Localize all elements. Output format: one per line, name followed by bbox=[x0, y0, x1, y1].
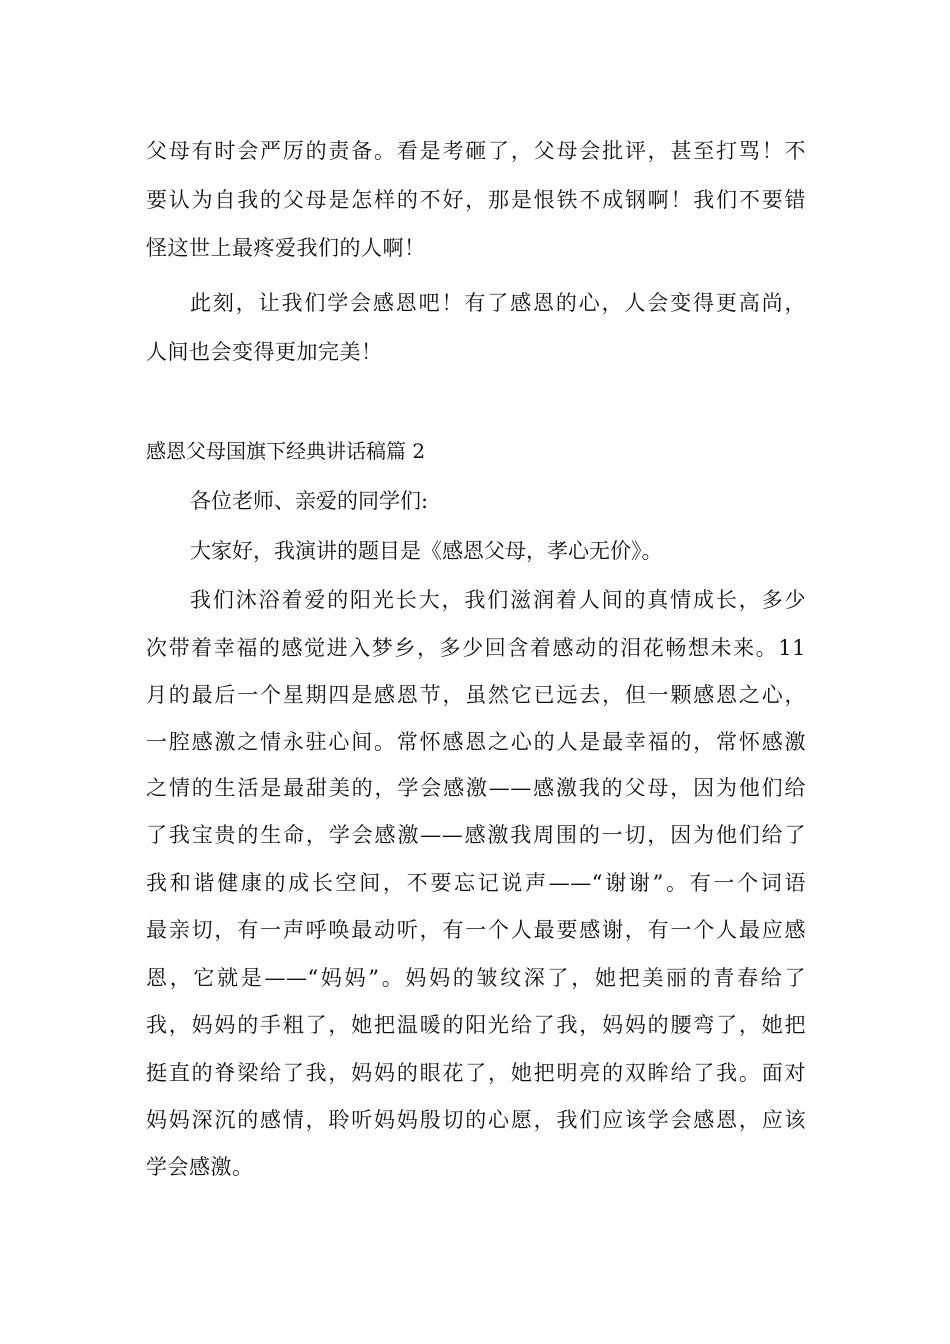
paragraph-3-line-13: 学会感激。 bbox=[146, 1155, 254, 1179]
paragraph-1-line-2: 要认为自我的父母是怎样的不好，那是恨铁不成钢啊！我们不要错 bbox=[146, 188, 806, 212]
paragraph-1-line-3: 怪这世上最疼爱我们的人啊！ bbox=[146, 236, 426, 260]
paragraph-2-line-1: 此刻，让我们学会感恩吧！有了感恩的心，人会变得更高尚， bbox=[190, 291, 806, 315]
paragraph-3-line-9: 恩，它就是——“妈妈”。妈妈的皱纹深了，她把美丽的青春给了 bbox=[146, 966, 806, 990]
section-title: 感恩父母国旗下经典讲话稿篇 2 bbox=[146, 439, 426, 463]
paragraph-3-line-3: 月的最后一个星期四是感恩节，虽然它已远去，但一颗感恩之心， bbox=[146, 683, 806, 707]
paragraph-1-line-1: 父母有时会严厉的责备。看是考砸了，父母会批评，甚至打骂！不 bbox=[146, 139, 806, 163]
intro-line: 大家好，我演讲的题目是《感恩父母，孝心无价》。 bbox=[190, 539, 663, 563]
paragraph-3-line-7: 我和谐健康的成长空间，不要忘记说声——“谢谢”。有一个词语 bbox=[146, 871, 806, 895]
paragraph-3-line-6: 了我宝贵的生命，学会感激——感激我周围的一切，因为他们给了 bbox=[146, 823, 806, 847]
paragraph-3-line-12: 妈妈深沉的感情，聆听妈妈殷切的心愿，我们应该学会感恩，应该 bbox=[146, 1108, 806, 1132]
paragraph-3-line-5: 之情的生活是最甜美的，学会感激——感激我的父母，因为他们给 bbox=[146, 776, 806, 800]
paragraph-3-line-4: 一腔感激之情永驻心间。常怀感恩之心的人是最幸福的，常怀感激 bbox=[146, 730, 806, 754]
paragraph-3-line-11: 挺直的脊梁给了我，妈妈的眼花了，她把明亮的双眸给了我。面对 bbox=[146, 1061, 806, 1085]
paragraph-3-line-8: 最亲切，有一声呼唤最动听，有一个人最要感谢，有一个人最应感 bbox=[146, 918, 806, 942]
paragraph-2-line-2: 人间也会变得更加完美！ bbox=[146, 340, 383, 364]
paragraph-3-line-10: 我，妈妈的手粗了，她把温暖的阳光给了我，妈妈的腰弯了，她把 bbox=[146, 1013, 806, 1037]
paragraph-3-line-2: 次带着幸福的感觉进入梦乡，多少回含着感动的泪花畅想未来。11 bbox=[146, 636, 806, 660]
salutation: 各位老师、亲爱的同学们: bbox=[190, 489, 429, 513]
paragraph-3-line-1: 我们沐浴着爱的阳光长大，我们滋润着人间的真情成长，多少 bbox=[190, 588, 806, 612]
